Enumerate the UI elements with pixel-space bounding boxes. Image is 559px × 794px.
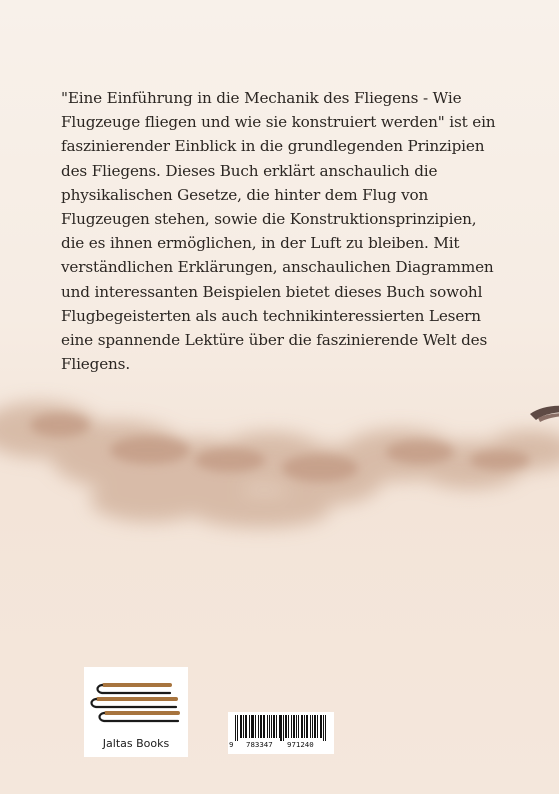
isbn-number — [228, 740, 334, 752]
barcode-bars — [234, 715, 328, 741]
airplane-wing-tip-icon — [528, 404, 559, 434]
isbn-barcode — [228, 712, 334, 754]
smoke-trail-image — [0, 360, 559, 570]
publisher-name: Jaltas Books — [102, 737, 170, 750]
isbn-digit-group-left: 783347 — [246, 740, 273, 749]
publisher-logo — [84, 667, 188, 757]
book-description: "Eine Einführung in die Mechanik des Fliegens - Wie Flugzeuge fliegen und wie sie konstruiert werden" ist ein faszinierender Einblick in die grundlegenden Prinzipien des Fliegens. Dieses Buch erklärt anschaulich die physikalischen Gesetze, die hinter dem Flug von Flugzeugen stehen, sowie die Konstruktionsprinzipien, die es ihnen ermöglichen, in der Luft zu bleiben. Mit verständlichen Erklärungen, anschaulichen Diagrammen und interessanten Beispielen bietet dieses Buch sowohl Flugbegeisterten als auch technikinteressierten Lesern eine spannende Lektüre über die faszinierende Welt des Fliegens. — [61, 89, 496, 374]
stacked-books-icon — [90, 675, 182, 735]
isbn-digit-group-right: 971240 — [287, 740, 314, 749]
isbn-prefix-digit: 9 — [229, 740, 234, 749]
